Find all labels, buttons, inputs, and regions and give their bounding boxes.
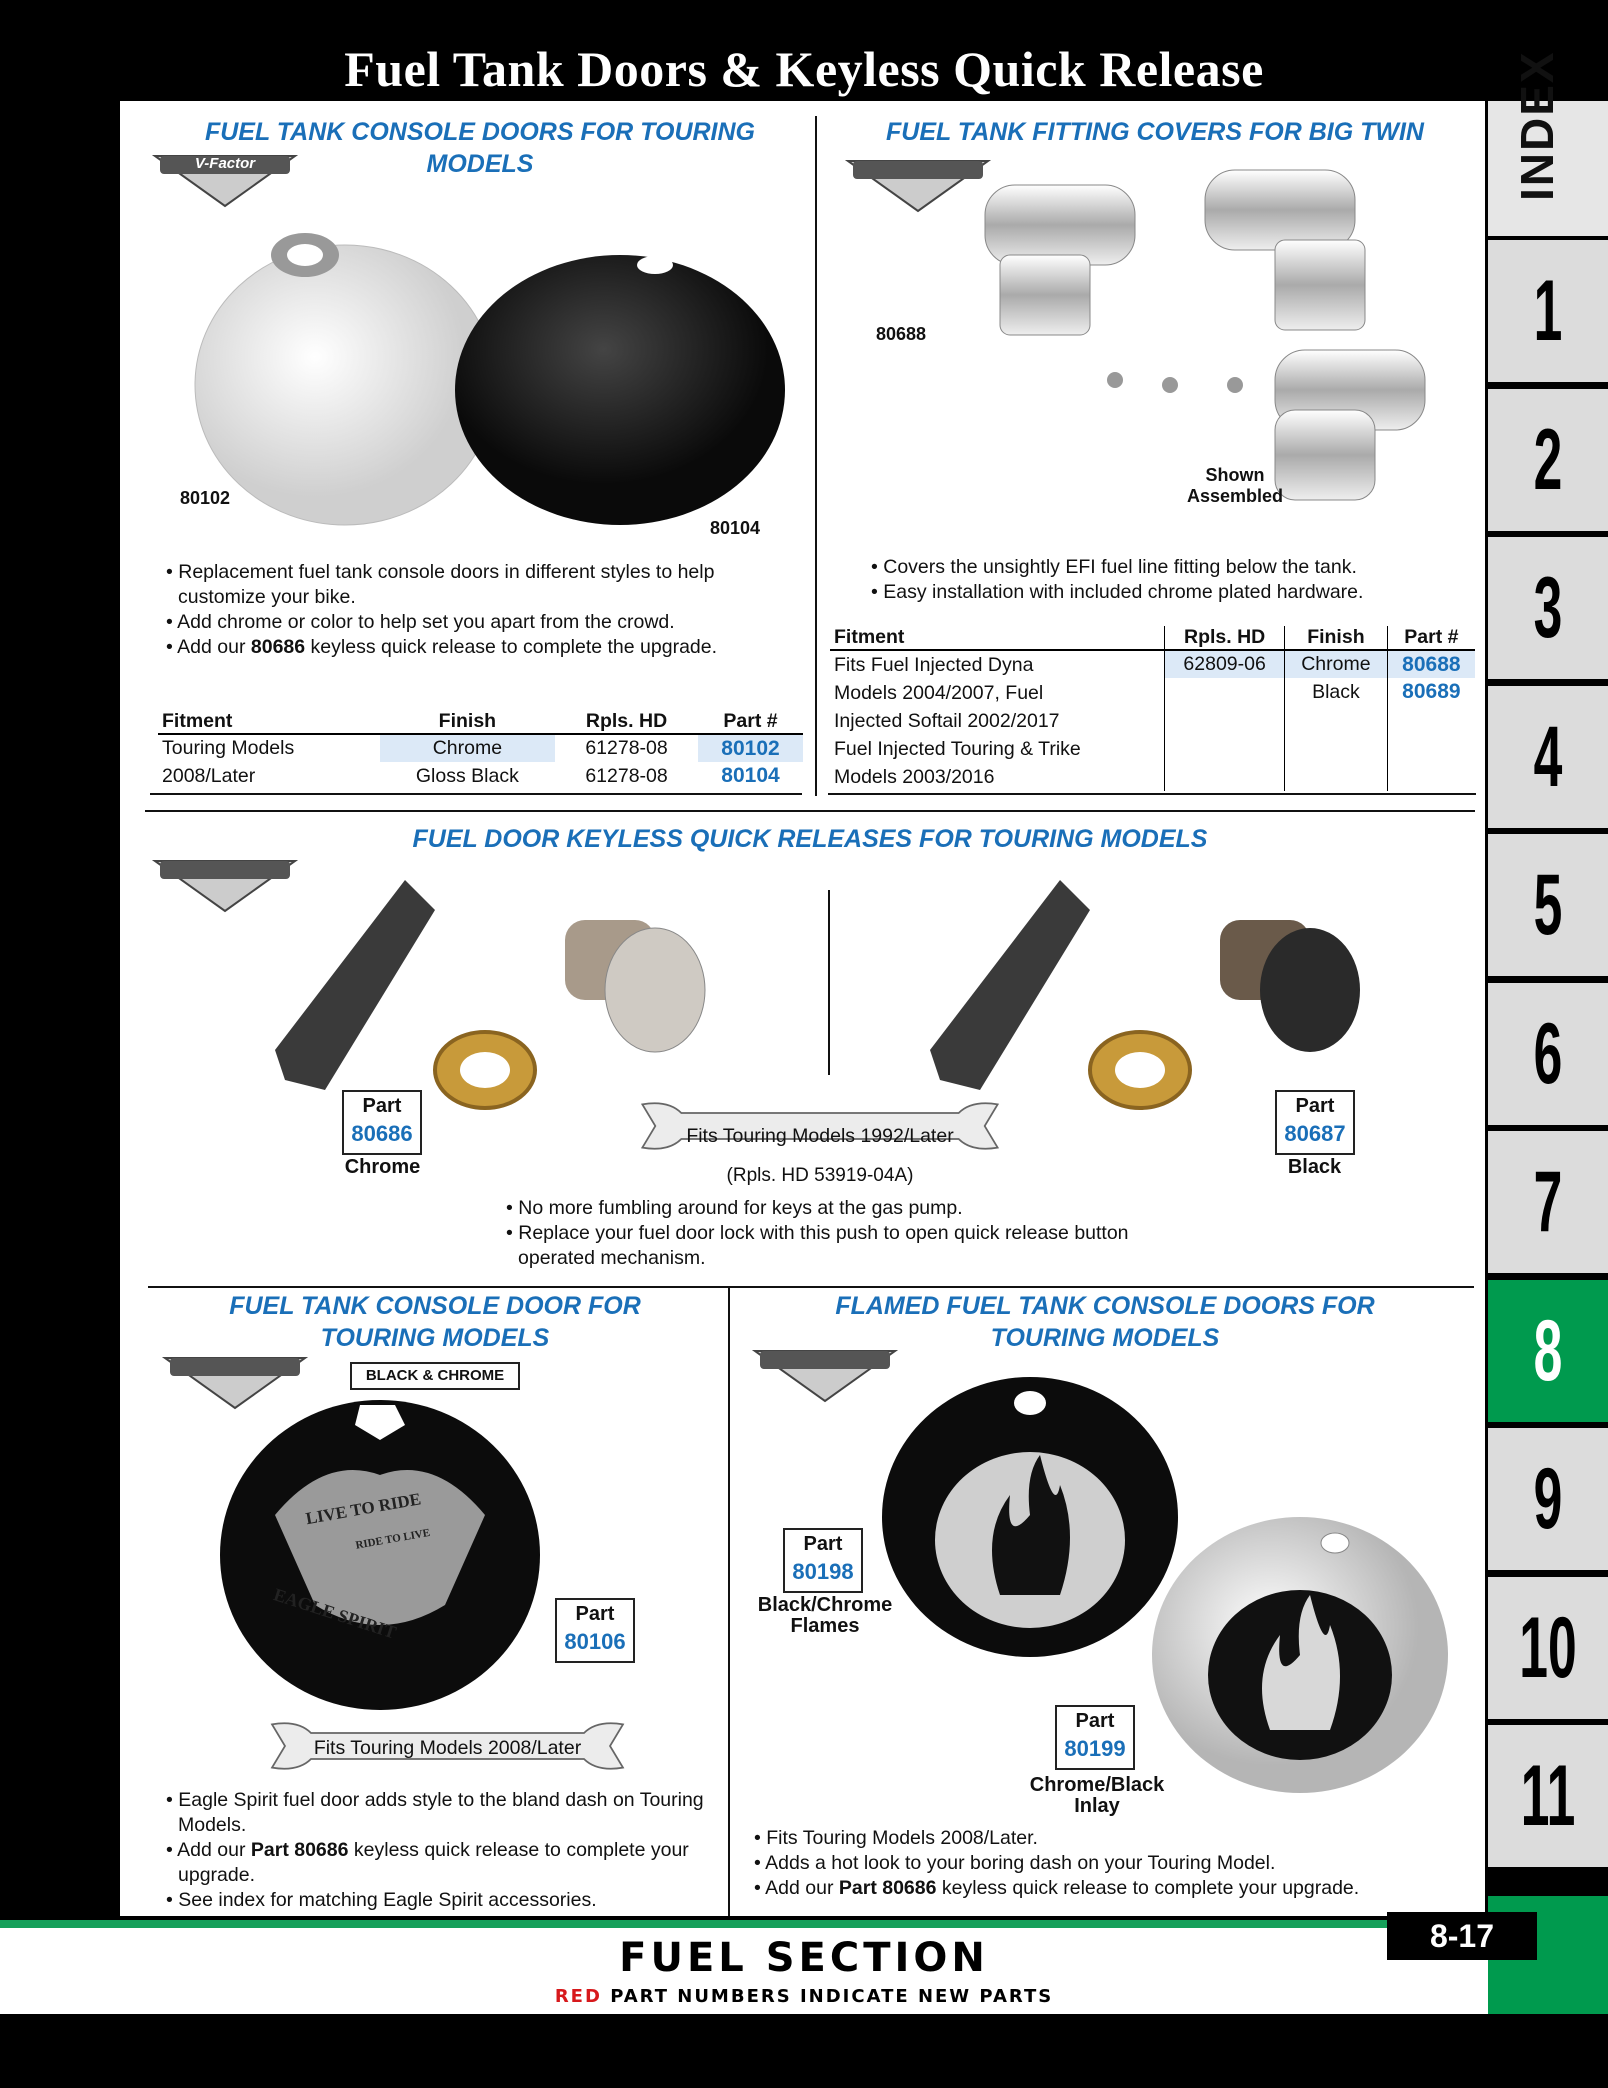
fitment-table: Fitment Finish Rpls. HD Part # Touring Models Chrome 61278-08 80102 2008/Later Gloss Black 61278-08 80104 [158, 710, 803, 790]
index-tab-5[interactable] [1488, 834, 1608, 976]
bullet: • Adds a hot look to your boring dash on your Touring Model. [754, 1852, 1276, 1874]
section-heading: FUEL TANK CONSOLE DOOR FOR TOURING MODELS [229, 1292, 641, 1352]
bullet: • Covers the unsightly EFI fuel line fitting below the tank. [871, 556, 1357, 578]
image-label: 80102 [180, 488, 231, 508]
bullet: • Easy installation with included chrome plated hardware. [871, 581, 1364, 603]
part-badge: Part 80199 [1055, 1705, 1135, 1770]
vfactor-logo [750, 1345, 900, 1405]
index-tab-10[interactable] [1488, 1577, 1608, 1719]
bullet: • Add our Part 80686 keyless quick release to complete your upgrade. [754, 1877, 1360, 1899]
bullet: • Fits Touring Models 2008/Later. [754, 1827, 1038, 1849]
index-tab-9[interactable] [1488, 1428, 1608, 1570]
footer-stripe [0, 1920, 1608, 1928]
index-tab-label: 11 [1520, 1748, 1576, 1844]
index-tab-label: 7 [1533, 1154, 1563, 1250]
bullet: • Add our Part 80686 keyless quick release to complete your upgrade. [166, 1839, 689, 1886]
fitment-table: Fitment Rpls. HD Finish Part # Fits Fuel Injected Dyna Models 2004/2007, Fuel Injected Softail 2002/2017 Fuel Injected Touring & Trike Models 2003/2016 62809-06 Chrome 80688 Black 80689 [830, 626, 1475, 791]
emblem-text: LIVE TO RIDE [304, 1489, 423, 1529]
emblem-text: EAGLE SPIRIT [271, 1584, 399, 1643]
image-label: Shown Assembled [1186, 465, 1284, 506]
bullet: • Add chrome or color to help set you apart from the crowd. [166, 611, 675, 633]
bullet-list [500, 1196, 1180, 1271]
page-title: Fuel Tank Doors & Keyless Quick Release [344, 41, 1264, 97]
black-door-image [445, 240, 790, 530]
index-tab-label: 3 [1533, 560, 1563, 656]
index-tab-label: 9 [1533, 1451, 1563, 1547]
section-heading: FUEL TANK CONSOLE DOORS FOR TOURING MODELS [204, 118, 755, 178]
finish-label: Black [1287, 1156, 1342, 1178]
eagle-spirit-door-image [215, 1395, 545, 1715]
index-tab-label: 4 [1533, 708, 1563, 805]
part-badge: Part 80686 [342, 1090, 422, 1155]
bullet: • No more fumbling around for keys at the gas pump. [506, 1197, 963, 1219]
index-tab[interactable] [1488, 50, 1608, 236]
page-number: 8-17 [1387, 1912, 1537, 1960]
index-tab-2[interactable] [1488, 389, 1608, 531]
index-tab-3[interactable] [1488, 537, 1608, 679]
fits-label: Fits Touring Models 2008/Later [313, 1737, 582, 1759]
index-tab-label: 2 [1533, 411, 1563, 508]
bullet: • Replacement fuel tank console doors in different styles to help customize your bike. [166, 561, 715, 608]
finish-badge: BLACK & CHROME [350, 1362, 520, 1390]
index-tab-6[interactable] [1488, 983, 1608, 1125]
finish-label: Black/Chrome Flames [757, 1594, 893, 1637]
index-tab-4[interactable] [1488, 686, 1608, 828]
index-tab-label: 10 [1519, 1599, 1577, 1696]
section-heading: FLAMED FUEL TANK CONSOLE DOORS FOR TOURING MODELS [835, 1292, 1375, 1352]
index-tab-label: 1 [1533, 263, 1563, 359]
divider [150, 793, 802, 795]
legend-note: RED PART NUMBERS INDICATE NEW PARTS [554, 1986, 1054, 2007]
index-tab-label: 5 [1533, 857, 1563, 953]
divider [145, 810, 1475, 812]
finish-label: Chrome/Black Inlay [1029, 1774, 1165, 1817]
index-tab-label: 6 [1533, 1005, 1563, 1102]
black-chrome-flames-door-image [880, 1375, 1180, 1660]
finish-label: Chrome [344, 1156, 421, 1178]
bullet-list [748, 1826, 1478, 1901]
bullet-list [160, 1788, 720, 1913]
image-label: 80688 [876, 324, 927, 344]
bullet: • Eagle Spirit fuel door adds style to the bland dash on Touring Models. [166, 1789, 704, 1836]
chrome-black-inlay-door-image [1150, 1515, 1450, 1795]
bullet-list [865, 555, 1465, 605]
bullet: • See index for matching Eagle Spirit accessories. [166, 1889, 597, 1911]
index-tab-8[interactable] [1488, 1280, 1608, 1422]
section-heading: FUEL TANK FITTING COVERS FOR BIG TWIN [886, 118, 1424, 146]
divider-vertical [728, 1286, 730, 1916]
image-label: 80104 [710, 518, 761, 538]
logo-text: V-Factor [194, 155, 256, 172]
vfactor-logo [843, 155, 993, 215]
index-label: INDEX [1511, 50, 1563, 201]
bullet: • Replace your fuel door lock with this push to open quick release button operated mechanism. [506, 1222, 1129, 1269]
table-row: Touring Models Chrome 61278-08 80102 [158, 734, 803, 762]
bullet-list [160, 560, 800, 660]
part-badge: Part 80106 [555, 1598, 635, 1663]
rpls-label: (Rpls. HD 53919-04A) [726, 1165, 914, 1186]
bullet: • Add our 80686 keyless quick release to complete the upgrade. [166, 636, 718, 658]
fits-label: Fits Touring Models 1992/Later [686, 1125, 954, 1147]
index-tab-1[interactable] [1488, 240, 1608, 382]
divider [828, 793, 1476, 795]
table-row: 2008/Later Gloss Black 61278-08 80104 [158, 762, 803, 790]
index-tab-label: 8 [1533, 1302, 1563, 1399]
divider [148, 1286, 1474, 1288]
section-name: FUEL SECTION [619, 1935, 989, 1981]
section-heading: FUEL DOOR KEYLESS QUICK RELEASES FOR TOURING MODELS [412, 825, 1208, 853]
part-badge: Part 80198 [783, 1528, 863, 1593]
divider-vertical [815, 116, 817, 796]
part-badge: Part 80687 [1275, 1090, 1355, 1155]
index-tab-11[interactable] [1488, 1725, 1608, 1867]
divider-vertical [828, 890, 830, 1075]
index-tab-7[interactable] [1488, 1131, 1608, 1273]
emblem-text: RIDE TO LIVE [354, 1526, 431, 1552]
